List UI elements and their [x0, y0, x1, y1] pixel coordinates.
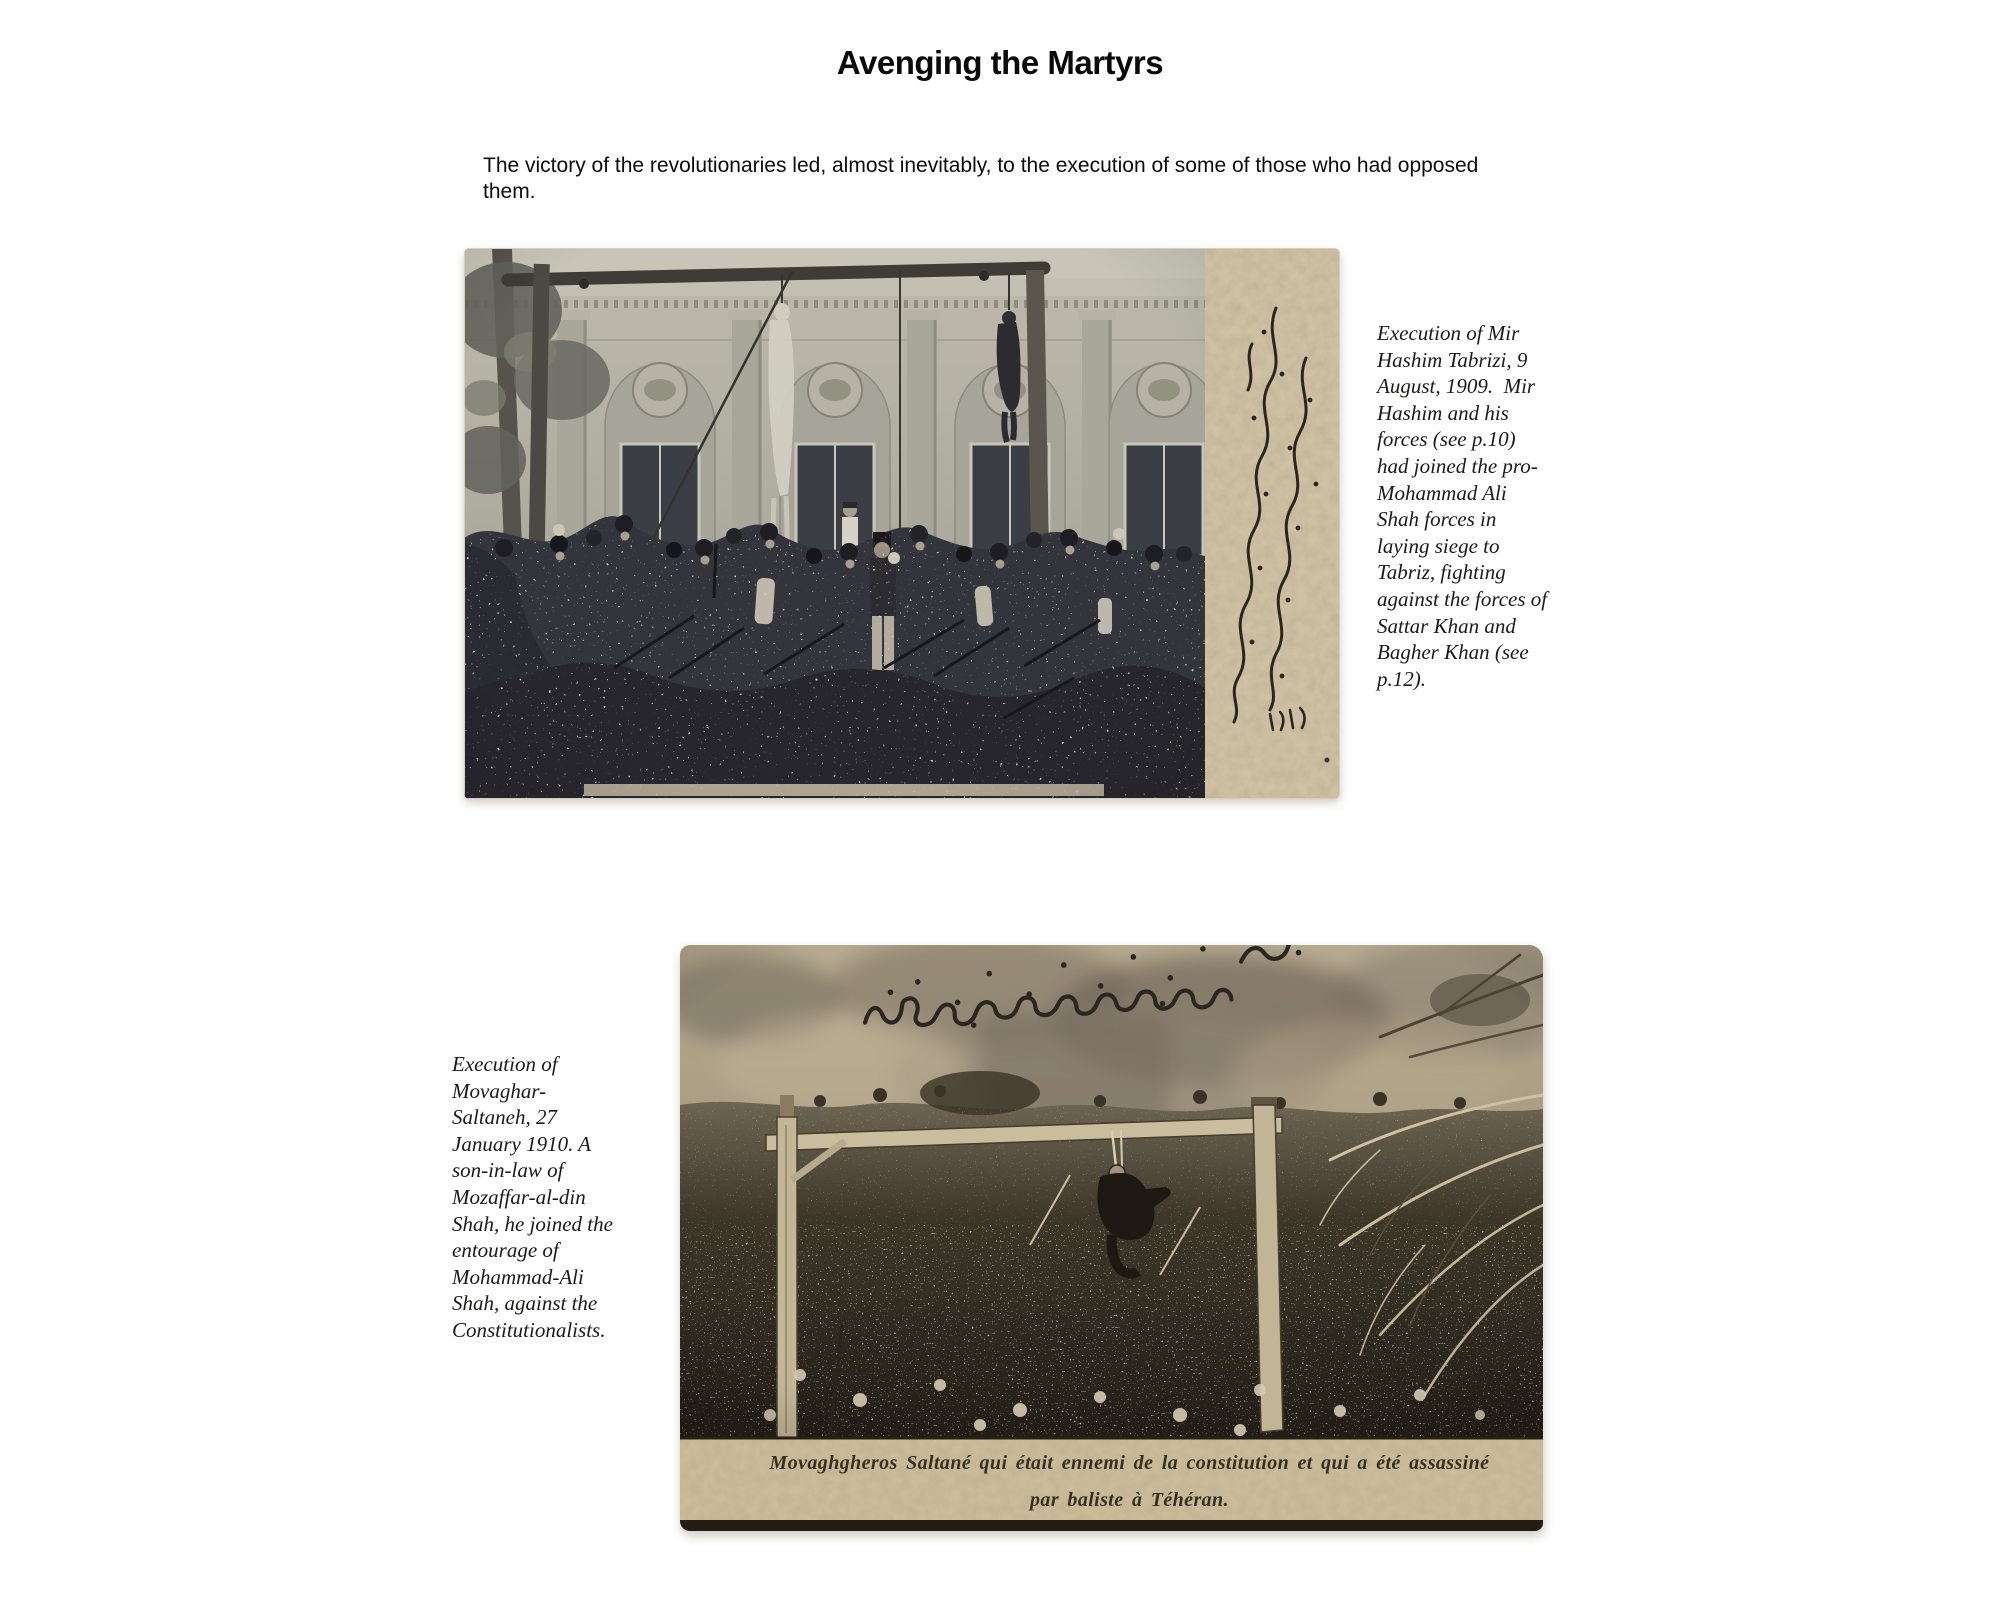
- text-line: Hashim Tabrizi, 9: [1377, 347, 1528, 372]
- text-line: Shah, against the: [452, 1291, 598, 1316]
- text-line: Sattar Khan and: [1377, 613, 1516, 638]
- photo-vignette: [680, 945, 1543, 1438]
- page-title: Avenging the Martyrs: [836, 44, 1164, 81]
- text-line: Tabriz, fighting: [1377, 560, 1506, 585]
- postcard-side-strip: [1205, 248, 1340, 799]
- intro-paragraph: [483, 153, 1553, 204]
- caption-mir-hashim: [1377, 320, 1587, 692]
- text-line: Execution of: [452, 1052, 558, 1076]
- text-line: them.: [483, 179, 536, 203]
- text-line: par baliste à Téhéran.: [1030, 1489, 1229, 1511]
- text-line: Mozaffar-al-din: [452, 1184, 586, 1209]
- text-line: Saltaneh, 27: [452, 1105, 557, 1130]
- photo-scene-courtyard: [464, 248, 1219, 799]
- text-line: Constitutionalists.: [452, 1317, 606, 1342]
- text-line: son-in-law of: [452, 1158, 564, 1183]
- text-line: Bagher Khan (see: [1377, 640, 1529, 665]
- postcard-movaghar-execution: [680, 945, 1543, 1531]
- text-line: Movaghgheros Saltané qui était ennemi de la constitution et qui a été assassiné: [769, 1452, 1490, 1474]
- text-line: Hashim and his: [1377, 400, 1509, 425]
- photo-vignette: [464, 248, 1205, 799]
- text-line: entourage of: [452, 1238, 559, 1263]
- text-line: Mohammad Ali: [1377, 480, 1507, 505]
- postcard-printed-caption: [698, 1445, 1543, 1519]
- caption-movaghar: [452, 1051, 652, 1344]
- text-line: laying siege to: [1377, 533, 1500, 558]
- text-line: Shah forces in: [1377, 507, 1497, 532]
- text-line: forces (see p.10): [1377, 427, 1516, 452]
- text-line: Execution of Mir: [1377, 321, 1520, 345]
- postcard-photo-mir-hashim: [464, 248, 1340, 799]
- postcard-photo-movaghar: [680, 945, 1543, 1531]
- text-line: August, 1909. Mir: [1377, 374, 1536, 399]
- photo-scene-gallows-crowd: [680, 945, 1543, 1438]
- text-line: p.12).: [1377, 666, 1426, 691]
- text-line: Movaghar-: [452, 1078, 547, 1103]
- text-line: January 1910. A: [452, 1131, 592, 1156]
- text-line: Shah, he joined the: [452, 1211, 613, 1236]
- paper-fleck: [1325, 758, 1330, 763]
- card-bottom-edge: [680, 1520, 1543, 1531]
- text-line: had joined the pro-: [1377, 453, 1538, 478]
- text-line: against the forces of: [1377, 586, 1548, 611]
- text-line: Mohammad-Ali: [452, 1264, 584, 1289]
- text-line: The victory of the revolutionaries led, almost inevitably, to the execution of some of those who had opposed: [483, 154, 1479, 177]
- postcard-mir-hashim-execution: [464, 248, 1340, 799]
